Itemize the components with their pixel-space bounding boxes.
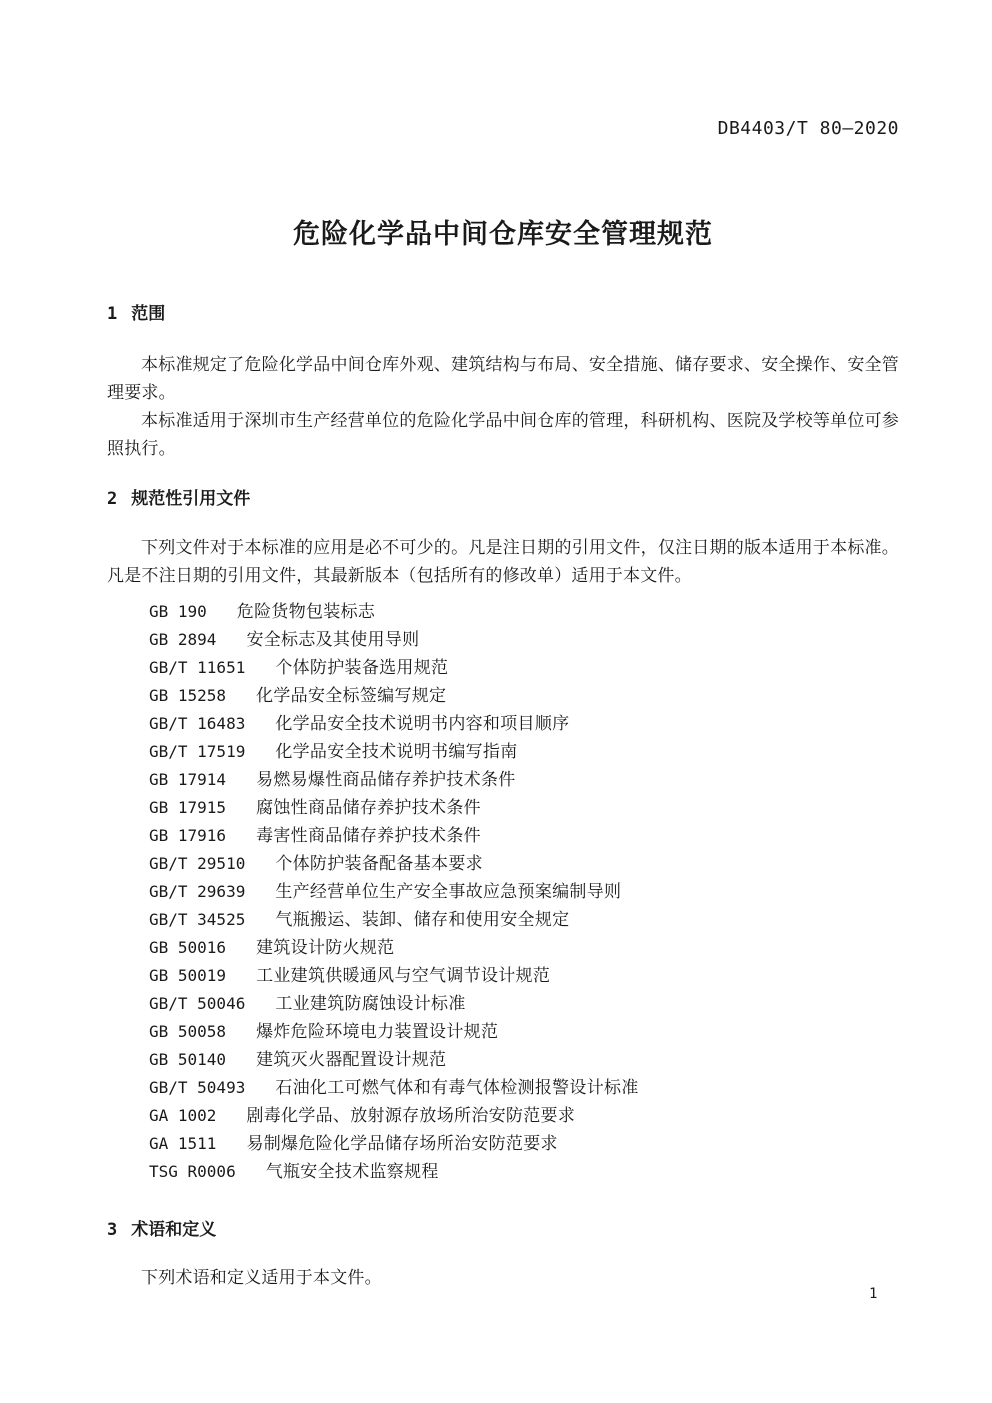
- reference-title: 个体防护装备配备基本要求: [275, 854, 483, 873]
- reference-item: [149, 682, 899, 710]
- reference-code: GB 17915: [149, 798, 227, 817]
- reference-code: GB 17916: [149, 826, 227, 845]
- reference-code: GB 50140: [149, 1050, 227, 1069]
- reference-title: 石油化工可燃气体和有毒气体检测报警设计标准: [275, 1078, 639, 1097]
- paragraph: 本标准规定了危险化学品中间仓库外观、建筑结构与布局、安全措施、储存要求、安全操作、安全管理要求。: [107, 355, 899, 402]
- reference-code: GB 2894: [149, 630, 217, 649]
- reference-code: GB/T 17519: [149, 742, 246, 761]
- reference-title: 易燃易爆性商品储存养护技术条件: [256, 770, 516, 789]
- document-title: 危险化学品中间仓库安全管理规范: [293, 219, 713, 249]
- reference-code: GB/T 50046: [149, 994, 246, 1013]
- reference-item: [149, 1046, 899, 1074]
- reference-title: 毒害性商品储存养护技术条件: [256, 826, 481, 845]
- reference-title: 腐蚀性商品储存养护技术条件: [256, 798, 481, 817]
- reference-title: 气瓶安全技术监察规程: [265, 1162, 439, 1181]
- reference-title: 剧毒化学品、放射源存放场所治安防范要求: [246, 1106, 576, 1125]
- paragraph: 下列术语和定义适用于本文件。: [141, 1268, 382, 1287]
- reference-item: [149, 654, 899, 682]
- reference-code: GB 50019: [149, 966, 227, 985]
- section-3-body: [107, 1264, 899, 1292]
- reference-item: [149, 626, 899, 654]
- reference-item: [149, 822, 899, 850]
- reference-code: GB 50016: [149, 938, 227, 957]
- reference-code: GB/T 29639: [149, 882, 246, 901]
- reference-title: 安全标志及其使用导则: [246, 630, 420, 649]
- reference-title: 易制爆危险化学品储存场所治安防范要求: [246, 1134, 558, 1153]
- reference-title: 化学品安全标签编写规定: [256, 686, 447, 705]
- section-2-number: 2: [107, 489, 118, 509]
- reference-item: [149, 850, 899, 878]
- reference-title: 个体防护装备选用规范: [275, 658, 449, 677]
- reference-code: GB 17914: [149, 770, 227, 789]
- reference-item: [149, 1130, 899, 1158]
- reference-item: [149, 794, 899, 822]
- reference-code: GB 190: [149, 602, 207, 621]
- reference-title: 爆炸危险环境电力装置设计规范: [256, 1022, 499, 1041]
- reference-title: 建筑设计防火规范: [256, 938, 395, 957]
- reference-title: 化学品安全技术说明书内容和项目顺序: [275, 714, 570, 733]
- document-header: [107, 118, 899, 140]
- reference-item: [149, 738, 899, 766]
- paragraph: 本标准适用于深圳市生产经营单位的危险化学品中间仓库的管理，科研机构、医院及学校等单位可参照执行。: [107, 411, 899, 458]
- section-2-body: [107, 534, 899, 590]
- reference-code: GB/T 50493: [149, 1078, 246, 1097]
- reference-item: [149, 990, 899, 1018]
- reference-title: 建筑灭火器配置设计规范: [256, 1050, 447, 1069]
- reference-item: [149, 710, 899, 738]
- reference-item: [149, 1102, 899, 1130]
- section-2-title: 规范性引用文件: [131, 489, 251, 508]
- reference-item: [149, 934, 899, 962]
- reference-title: 化学品安全技术说明书编写指南: [275, 742, 518, 761]
- section-1-body: [107, 351, 899, 463]
- reference-code: GB 50058: [149, 1022, 227, 1041]
- section-1-number: 1: [107, 304, 118, 324]
- reference-item: [149, 1074, 899, 1102]
- page-content: [107, 0, 899, 1292]
- reference-code: GA 1002: [149, 1106, 217, 1125]
- reference-item: [149, 962, 899, 990]
- reference-title: 气瓶搬运、装卸、储存和使用安全规定: [275, 910, 570, 929]
- reference-code: GB/T 16483: [149, 714, 246, 733]
- reference-code: GB/T 29510: [149, 854, 246, 873]
- reference-code: GB/T 11651: [149, 658, 246, 677]
- reference-item: [149, 906, 899, 934]
- reference-code: TSG R0006: [149, 1162, 236, 1181]
- reference-title: 工业建筑防腐蚀设计标准: [275, 994, 466, 1013]
- page-number: 1: [869, 1286, 878, 1302]
- reference-title: 工业建筑供暖通风与空气调节设计规范: [256, 966, 551, 985]
- reference-code: GB 15258: [149, 686, 227, 705]
- reference-title: 危险货物包装标志: [236, 602, 376, 621]
- reference-item: [149, 1018, 899, 1046]
- section-1-heading: [107, 302, 899, 326]
- reference-code: GB/T 34525: [149, 910, 246, 929]
- reference-item: [149, 1158, 899, 1186]
- reference-code: GA 1511: [149, 1134, 217, 1153]
- reference-title: 生产经营单位生产安全事故应急预案编制导则: [275, 882, 622, 901]
- normative-references-list: [149, 598, 899, 1186]
- reference-item: [149, 878, 899, 906]
- section-3-number: 3: [107, 1220, 118, 1240]
- standard-number: DB4403/T 80—2020: [717, 118, 899, 139]
- reference-item: [149, 766, 899, 794]
- section-2-heading: [107, 487, 899, 511]
- section-1-title: 范围: [131, 304, 166, 323]
- section-3-heading: [107, 1218, 899, 1242]
- paragraph: 下列文件对于本标准的应用是必不可少的。凡是注日期的引用文件，仅注日期的版本适用于本标准。凡是不注日期的引用文件，其最新版本（包括所有的修改单）适用于本文件。: [107, 538, 899, 585]
- reference-item: [149, 598, 899, 626]
- section-3-title: 术语和定义: [131, 1220, 217, 1239]
